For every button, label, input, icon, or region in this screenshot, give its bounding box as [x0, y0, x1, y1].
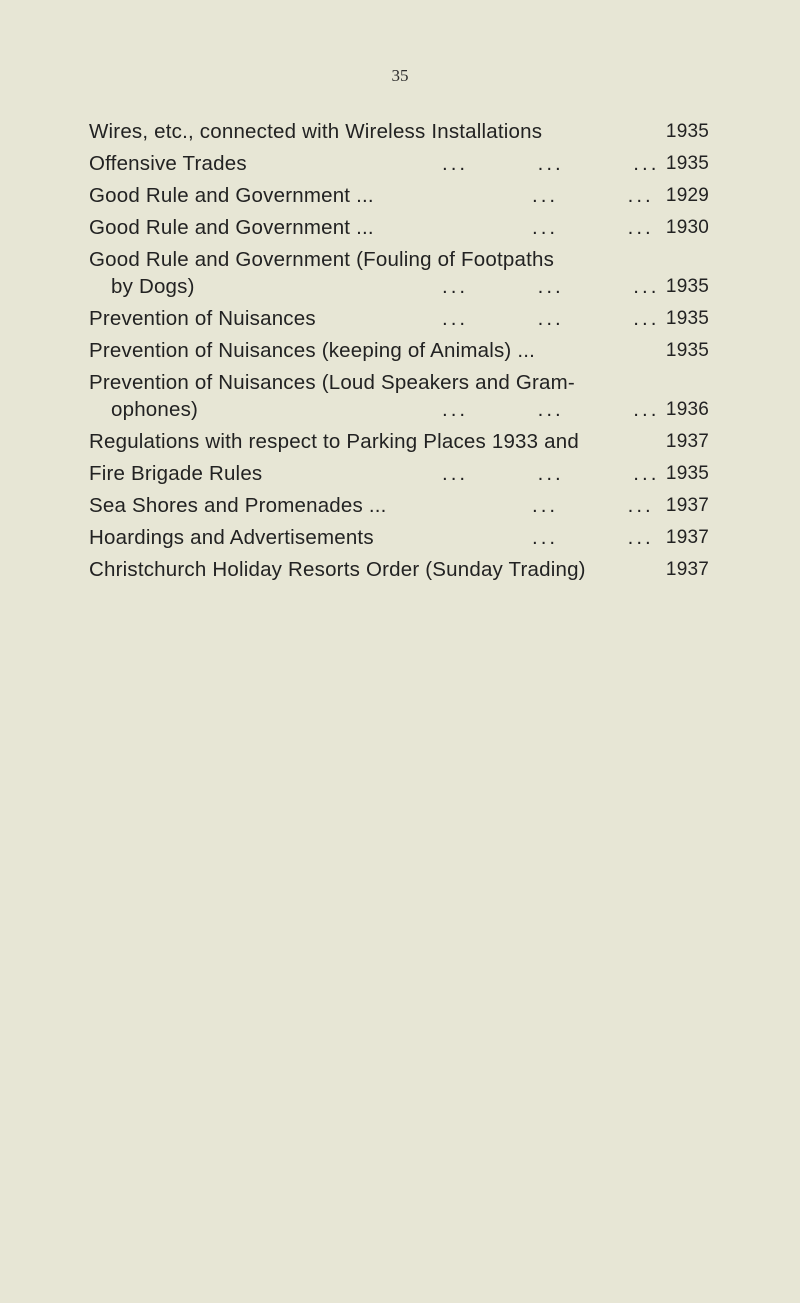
- leader-dots: ... ...: [532, 526, 654, 549]
- entry-year: 1937: [665, 495, 709, 516]
- entry-title: Hoardings and Advertisements: [89, 526, 374, 549]
- entry-title: Prevention of Nuisances: [89, 307, 316, 330]
- entry-year: 1935: [665, 121, 709, 142]
- entry-year: 1935: [665, 276, 709, 297]
- entry-title: Christchurch Holiday Resorts Order (Sunday Trading): [89, 558, 586, 581]
- leader-dots: ... ...: [532, 216, 654, 239]
- leader-dots: ... ... ...: [442, 307, 660, 330]
- entry-year: 1929: [665, 185, 709, 206]
- leader-dots: ... ... ...: [442, 275, 660, 298]
- list-item: [89, 337, 709, 364]
- entry-title: Regulations with respect to Parking Places 1933 and: [89, 430, 579, 453]
- leader-dots: ... ...: [532, 184, 654, 207]
- entry-year: 1936: [665, 399, 709, 420]
- page-number: 35: [391, 66, 409, 85]
- list-item: [89, 118, 709, 145]
- entry-title: Wires, etc., connected with Wireless Installations: [89, 120, 543, 143]
- list-item: [89, 428, 709, 455]
- leader-dots: ... ... ...: [442, 152, 660, 175]
- entry-year: 1930: [665, 217, 709, 238]
- bylaws-list: [89, 118, 709, 588]
- leader-dots: ... ... ...: [442, 398, 660, 421]
- entry-year: 1935: [665, 340, 709, 361]
- entry-title: Good Rule and Government ...: [89, 184, 374, 207]
- entry-year: 1937: [665, 559, 709, 580]
- entry-title-continuation: ophones): [111, 398, 199, 421]
- list-item: [89, 369, 709, 423]
- list-item: [89, 556, 709, 583]
- list-item: [89, 150, 709, 177]
- entry-title: Good Rule and Government (Fouling of Footpaths: [89, 248, 555, 271]
- entry-title: Prevention of Nuisances (keeping of Animals) ...: [89, 339, 536, 362]
- list-item: [89, 305, 709, 332]
- list-item: [89, 524, 709, 551]
- entry-year: 1937: [665, 527, 709, 548]
- entry-title: Offensive Trades: [89, 152, 247, 175]
- entry-title: Fire Brigade Rules: [89, 462, 263, 485]
- entry-title-continuation: by Dogs): [111, 275, 195, 298]
- entry-year: 1935: [665, 153, 709, 174]
- list-item: [89, 246, 709, 300]
- leader-dots: ... ... ...: [442, 462, 660, 485]
- list-item: [89, 460, 709, 487]
- entry-title: Sea Shores and Promenades ...: [89, 494, 387, 517]
- entry-year: 1935: [665, 463, 709, 484]
- entry-year: 1937: [665, 431, 709, 452]
- list-item: [89, 492, 709, 519]
- list-item: [89, 214, 709, 241]
- leader-dots: ... ...: [532, 494, 654, 517]
- list-item: [89, 182, 709, 209]
- entry-year: 1935: [665, 308, 709, 329]
- entry-title: Good Rule and Government ...: [89, 216, 374, 239]
- entry-title: Prevention of Nuisances (Loud Speakers and Gram-: [89, 371, 575, 394]
